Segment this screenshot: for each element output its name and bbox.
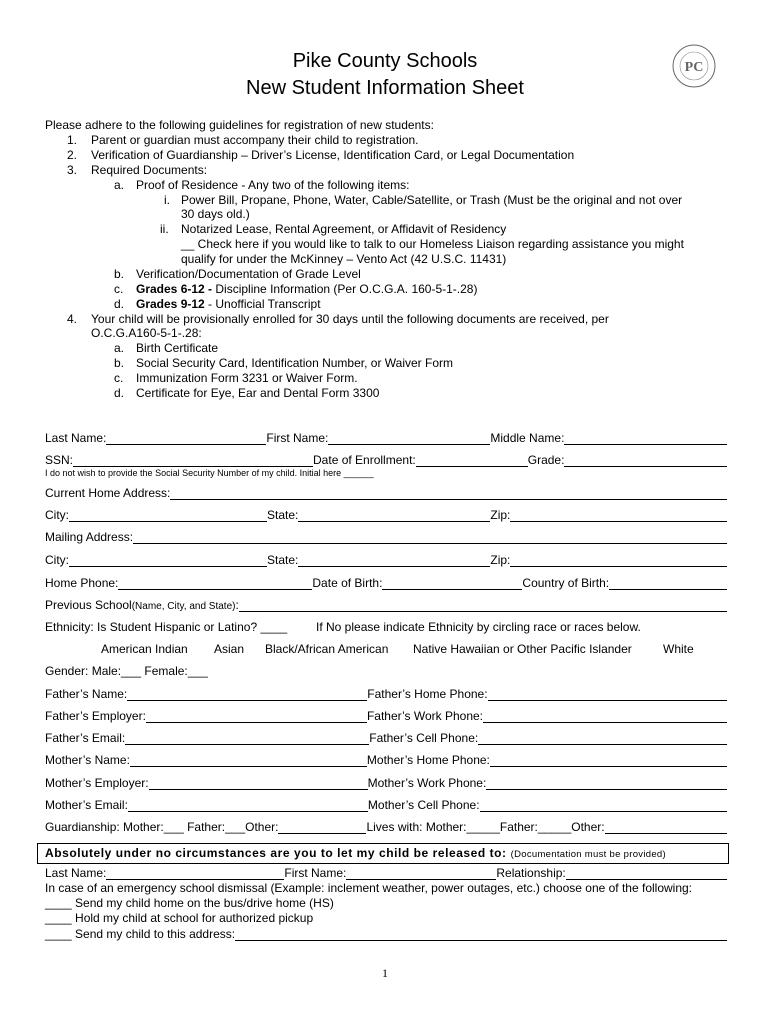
guideline-4a: Birth Certificate (136, 341, 219, 355)
mother-email-row (45, 797, 727, 812)
mailing-zip-field[interactable] (510, 554, 727, 567)
release-relationship-label: Relationship: (496, 866, 566, 880)
guideline-3a-i: Power Bill, Propane, Phone, Water, Cable/Satellite, or Trash (Must be the original and not over (181, 193, 683, 207)
race-black[interactable]: Black/African American (265, 642, 389, 656)
guideline-4c-number: c. (114, 371, 124, 385)
mailing-address-label: Mailing Address: (45, 530, 134, 544)
guideline-3a-i-number: i. (164, 193, 170, 207)
guideline-4b-number: b. (114, 356, 125, 370)
previous-school-hint: (Name, City, and State) (131, 601, 236, 612)
mailing-city-field[interactable] (69, 554, 267, 567)
guardianship-label: Guardianship: Mother:___ Father:___Other: (45, 820, 279, 834)
mother-work-phone-label: Mother’s Work Phone: (367, 776, 487, 790)
father-email-label: Father’s Email: (45, 731, 126, 745)
home-phone-label: Home Phone: (45, 576, 119, 590)
mother-cell-label: Mother’s Cell Phone: (367, 798, 480, 812)
release-last-name-field[interactable] (106, 867, 284, 880)
city-row-2 (45, 552, 727, 567)
state-field[interactable] (298, 509, 490, 522)
ssn-row (45, 452, 727, 467)
guideline-3c-bold: Grades 6-12 - (136, 282, 213, 296)
guideline-3: Required Documents: (91, 163, 208, 177)
dismissal-address-row (45, 926, 727, 941)
guideline-1: Parent or guardian must accompany their child to registration. (91, 133, 419, 147)
guideline-3a-ii-number: ii. (160, 222, 169, 236)
guideline-3c (136, 282, 477, 297)
release-name-row (45, 865, 727, 880)
guideline-3d (136, 297, 321, 312)
ssn-label: SSN: (45, 453, 74, 467)
guideline-2-number: 2. (67, 148, 78, 162)
mailing-state-field[interactable] (298, 554, 490, 567)
mailing-zip-label: Zip: (490, 553, 511, 567)
guideline-3b: Verification/Documentation of Grade Level (136, 267, 361, 281)
release-heading-text: Absolutely under no circumstances are you to let my child be released to: (45, 846, 507, 860)
middle-name-label: Middle Name: (490, 431, 565, 445)
mother-email-field[interactable] (128, 799, 368, 812)
mother-home-phone-label: Mother’s Home Phone: (366, 753, 490, 767)
mother-employer-label: Mother’s Employer: (45, 776, 149, 790)
dob-label: Date of Birth: (312, 576, 383, 590)
father-home-phone-field[interactable] (488, 688, 727, 701)
city-field[interactable] (69, 509, 267, 522)
city-row-1 (45, 507, 727, 522)
guideline-3d-text: - Unofficial Transcript (204, 297, 321, 311)
guideline-3a: Proof of Residence - Any two of the following items: (136, 178, 410, 192)
guideline-3d-bold: Grades 9-12 (136, 297, 205, 311)
ssn-optout-initial[interactable]: I do not wish to provide the Social Security Number of my child. Initial here ______ (45, 468, 374, 478)
current-address-field[interactable] (170, 487, 727, 500)
guideline-4-number: 4. (67, 312, 78, 326)
guideline-3-number: 3. (67, 163, 78, 177)
father-name-label: Father’s Name: (45, 687, 128, 701)
father-work-phone-label: Father’s Work Phone: (366, 709, 483, 723)
mother-home-phone-field[interactable] (490, 754, 727, 767)
lives-with-other-field[interactable] (605, 821, 727, 834)
mother-work-phone-field[interactable] (486, 777, 727, 790)
father-email-field[interactable] (125, 732, 369, 745)
father-cell-label: Father’s Cell Phone: (369, 731, 479, 745)
father-name-row (45, 686, 727, 701)
race-american-indian[interactable]: American Indian (101, 642, 188, 656)
ssn-field[interactable] (73, 454, 313, 467)
mailing-state-label: State: (267, 553, 299, 567)
father-name-field[interactable] (127, 688, 367, 701)
mother-name-field[interactable] (130, 754, 367, 767)
dismissal-option-address[interactable]: ____ Send my child to this address: (45, 927, 236, 941)
race-white[interactable]: White (663, 642, 694, 656)
previous-school-label: Previous School (45, 598, 132, 612)
seal-initials: PC (684, 60, 704, 75)
guideline-2: Verification of Guardianship – Driver’s License, Identification Card, or Legal Documentation (91, 148, 575, 162)
zip-field[interactable] (510, 509, 727, 522)
current-address-row (45, 485, 727, 500)
mailing-city-label: City: (45, 553, 69, 567)
grade-label: Grade: (527, 453, 565, 467)
race-asian[interactable]: Asian (214, 642, 245, 656)
mother-name-label: Mother’s Name: (45, 753, 130, 767)
father-cell-field[interactable] (478, 732, 727, 745)
father-employer-field[interactable] (146, 710, 367, 723)
guideline-4: Your child will be provisionally enrolled for 30 days until the following documents are received, per (91, 312, 609, 326)
guideline-4c: Immunization Form 3231 or Waiver Form. (136, 371, 358, 385)
first-name-field[interactable] (328, 432, 490, 445)
previous-school-colon: : (235, 598, 239, 612)
city-label: City: (45, 508, 69, 522)
guideline-3d-number: d. (114, 297, 125, 311)
ethnicity-instructions: If No please indicate Ethnicity by circling race or races below. (316, 620, 641, 634)
mailing-address-row (45, 529, 727, 544)
guideline-3c-number: c. (114, 282, 124, 296)
guideline-4a-number: a. (114, 341, 125, 355)
release-note: (Documentation must be provided) (510, 849, 666, 860)
state-label: State: (267, 508, 299, 522)
release-relationship-field[interactable] (566, 867, 727, 880)
guardianship-row (45, 819, 727, 834)
page-number: 1 (382, 966, 388, 980)
dismissal-intro: In case of an emergency school dismissal (Example: inclement weather, power outages, etc.) choose one of the following: (45, 881, 693, 895)
guidelines-intro: Please adhere to the following guidelines for registration of new students: (45, 118, 434, 132)
previous-school-row (45, 597, 727, 612)
guideline-4d: Certificate for Eye, Ear and Dental Form 3300 (136, 386, 380, 400)
school-seal-icon (672, 44, 716, 88)
release-last-name-label: Last Name: (45, 866, 107, 880)
guideline-1-number: 1. (67, 133, 78, 147)
father-employer-row (45, 708, 727, 723)
document-title: Pike County Schools (292, 50, 478, 72)
gender-field[interactable]: Gender: Male:___ Female:___ (45, 664, 208, 678)
homeless-liaison-checkbox[interactable]: __ Check here if you would like to talk to our Homeless Liaison regarding assistance you might (181, 237, 684, 251)
guideline-3a-i-cont: 30 days old.) (181, 207, 250, 221)
dismissal-option-bus[interactable]: ____ Send my child home on the bus/drive home (HS) (45, 896, 334, 910)
ethnicity-question[interactable]: Ethnicity: Is Student Hispanic or Latino? ____ (45, 620, 288, 634)
date-enrollment-field[interactable] (416, 454, 528, 467)
name-row (45, 430, 727, 445)
guideline-3a-number: a. (114, 178, 125, 192)
last-name-field[interactable] (106, 432, 266, 445)
date-enrollment-label: Date of Enrollment: (313, 453, 416, 467)
zip-label: Zip: (490, 508, 511, 522)
phone-dob-row (45, 575, 727, 590)
guardianship-other-field[interactable] (278, 821, 366, 834)
father-work-phone-field[interactable] (483, 710, 727, 723)
guideline-4d-number: d. (114, 386, 125, 400)
lives-with-label: Lives with: Mother:_____Father:_____Other: (366, 820, 605, 834)
document-subtitle: New Student Information Sheet (246, 77, 524, 99)
mailing-address-field[interactable] (133, 531, 727, 544)
middle-name-field[interactable] (564, 432, 727, 445)
father-employer-label: Father’s Employer: (45, 709, 146, 723)
grade-field[interactable] (564, 454, 727, 467)
guideline-4b: Social Security Card, Identification Number, or Waiver Form (136, 356, 453, 370)
last-name-label: Last Name: (45, 431, 107, 445)
mother-employer-row (45, 775, 727, 790)
release-first-name-field[interactable] (346, 867, 496, 880)
guideline-4-cont: O.C.G.A160-5-1-.28: (91, 326, 202, 340)
homeless-liaison-cont: qualify for under the McKinney – Vento Act (42 U.S.C. 11431) (181, 252, 507, 266)
country-birth-label: Country of Birth: (522, 576, 610, 590)
father-email-row (45, 730, 727, 745)
dismissal-option-hold[interactable]: ____ Hold my child at school for authorized pickup (45, 911, 314, 925)
mother-email-label: Mother’s Email: (45, 798, 128, 812)
guideline-3b-number: b. (114, 267, 125, 281)
release-first-name-label: First Name: (284, 866, 347, 880)
release-restriction-heading (45, 846, 725, 860)
mother-name-row (45, 752, 727, 767)
previous-school-field[interactable] (239, 599, 727, 612)
mother-employer-field[interactable] (149, 777, 368, 790)
first-name-label: First Name: (266, 431, 329, 445)
guideline-3c-text: Discipline Information (Per O.C.G.A. 160-5-1-.28) (212, 282, 478, 296)
country-birth-field[interactable] (609, 577, 727, 590)
current-address-label: Current Home Address: (45, 486, 171, 500)
race-hawaiian[interactable]: Native Hawaiian or Other Pacific Islander (413, 642, 632, 656)
dismissal-address-field[interactable] (235, 928, 727, 941)
mother-cell-field[interactable] (480, 799, 727, 812)
father-home-phone-label: Father’s Home Phone: (367, 687, 488, 701)
home-phone-field[interactable] (118, 577, 312, 590)
guideline-3a-ii: Notarized Lease, Rental Agreement, or Affidavit of Residency (181, 222, 507, 236)
dob-field[interactable] (382, 577, 522, 590)
